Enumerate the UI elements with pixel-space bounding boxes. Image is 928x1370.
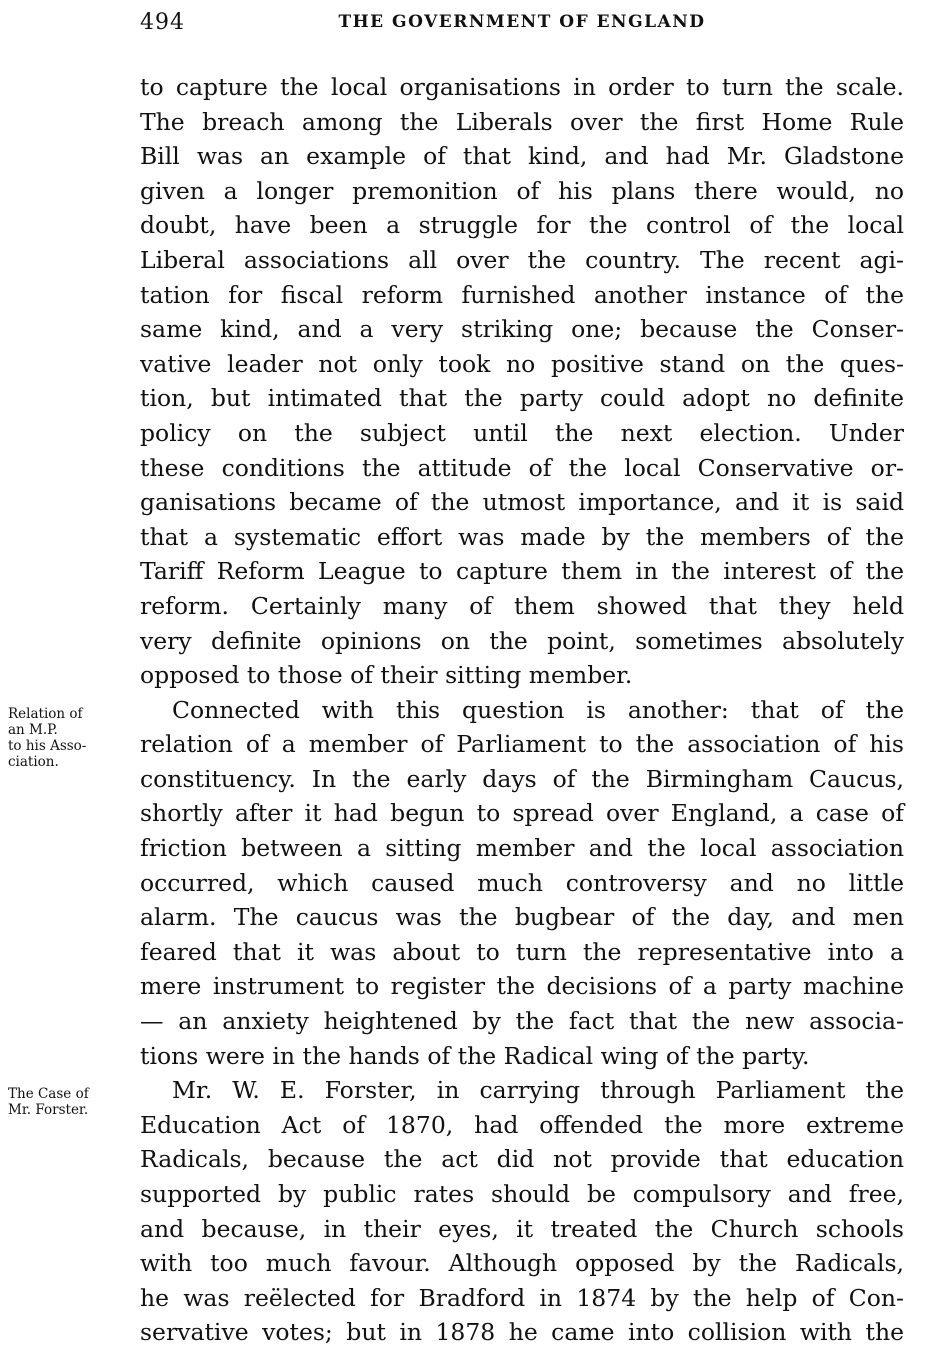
text-line: Bill was an example of that kind, and had Mr. Gladstone bbox=[140, 142, 904, 171]
text-line: shortly after it had begun to spread over England, a case of bbox=[140, 799, 904, 828]
text-line: Connected with this question is another: that of the bbox=[172, 695, 904, 724]
text-line: opposed to those of their sitting member. bbox=[140, 661, 633, 690]
text-line: policy on the subject until the next election. Under bbox=[140, 418, 904, 447]
text-line: to capture the local organisations in order to turn the scale. bbox=[140, 73, 904, 101]
sidenote-line: ciation. bbox=[8, 754, 59, 770]
sidenote-line: Mr. Forster. bbox=[8, 1102, 89, 1118]
text-line: Education Act of 1870, had offended the more extreme bbox=[140, 1110, 904, 1139]
text-line: Tariff Reform League to capture them in the interest of the bbox=[140, 557, 904, 586]
text-line: occurred, which caused much controversy and no little bbox=[140, 868, 904, 897]
text-line: and because, in their eyes, it treated the Church schools bbox=[140, 1214, 904, 1243]
page-number: 494 bbox=[140, 10, 185, 35]
text-line: relation of a member of Parliament to the association of his bbox=[140, 730, 904, 759]
text-line: reform. Certainly many of them showed that they held bbox=[140, 591, 904, 620]
text-line: doubt, have been a struggle for the control of the local bbox=[140, 211, 904, 240]
sidenote-relation-of-mp bbox=[8, 706, 136, 770]
text-line: servative votes; but in 1878 he came into collision with the bbox=[140, 1318, 904, 1347]
page-header bbox=[140, 10, 904, 38]
sidenote-line: an M.P. bbox=[8, 722, 58, 738]
text-line: — an anxiety heightened by the fact that the new associa- bbox=[140, 1007, 904, 1036]
text-line: feared that it was about to turn the representative into a bbox=[140, 937, 904, 966]
text-line: vative leader not only took no positive stand on the ques- bbox=[140, 349, 904, 378]
text-line: that a systematic effort was made by the members of the bbox=[140, 522, 904, 551]
running-head: THE GOVERNMENT OF ENGLAND bbox=[338, 12, 706, 32]
text-line: Liberal associations all over the country. The recent agi- bbox=[140, 245, 904, 274]
text-line: tation for fiscal reform furnished another instance of the bbox=[140, 280, 904, 309]
text-line: given a longer premonition of his plans there would, no bbox=[140, 176, 904, 205]
sidenote-line: Relation of bbox=[8, 706, 83, 722]
text-line: supported by public rates should be compulsory and free, bbox=[140, 1180, 904, 1208]
text-line: Mr. W. E. Forster, in carrying through Parliament the bbox=[172, 1076, 904, 1105]
text-line: constituency. In the early days of the Birmingham Caucus, bbox=[140, 764, 904, 793]
text-line: The breach among the Liberals over the first Home Rule bbox=[140, 107, 904, 136]
text-line: tions were in the hands of the Radical wing of the party. bbox=[140, 1041, 810, 1070]
text-line: these conditions the attitude of the local Conservative or- bbox=[140, 453, 904, 482]
text-line: friction between a sitting member and the local association bbox=[140, 834, 904, 863]
body-text bbox=[140, 70, 904, 1350]
text-line: with too much favour. Although opposed by the Radicals, bbox=[140, 1249, 904, 1278]
text-line: same kind, and a very striking one; because the Conser- bbox=[140, 315, 904, 344]
text-line: tion, but intimated that the party could adopt no definite bbox=[140, 384, 904, 413]
sidenote-case-of-forster bbox=[8, 1086, 136, 1118]
text-line: mere instrument to register the decisions of a party machine bbox=[140, 972, 904, 1001]
text-line: he was reëlected for Bradford in 1874 by the help of Con- bbox=[140, 1283, 904, 1312]
sidenote-line: The Case of bbox=[8, 1086, 89, 1102]
text-line: Radicals, because the act did not provide that education bbox=[140, 1145, 904, 1174]
sidenote-line: to his Asso- bbox=[8, 738, 87, 754]
text-line: ganisations became of the utmost importance, and it is said bbox=[140, 488, 904, 517]
text-line: alarm. The caucus was the bugbear of the day, and men bbox=[140, 903, 904, 932]
text-line: very definite opinions on the point, sometimes absolutely bbox=[140, 626, 904, 655]
